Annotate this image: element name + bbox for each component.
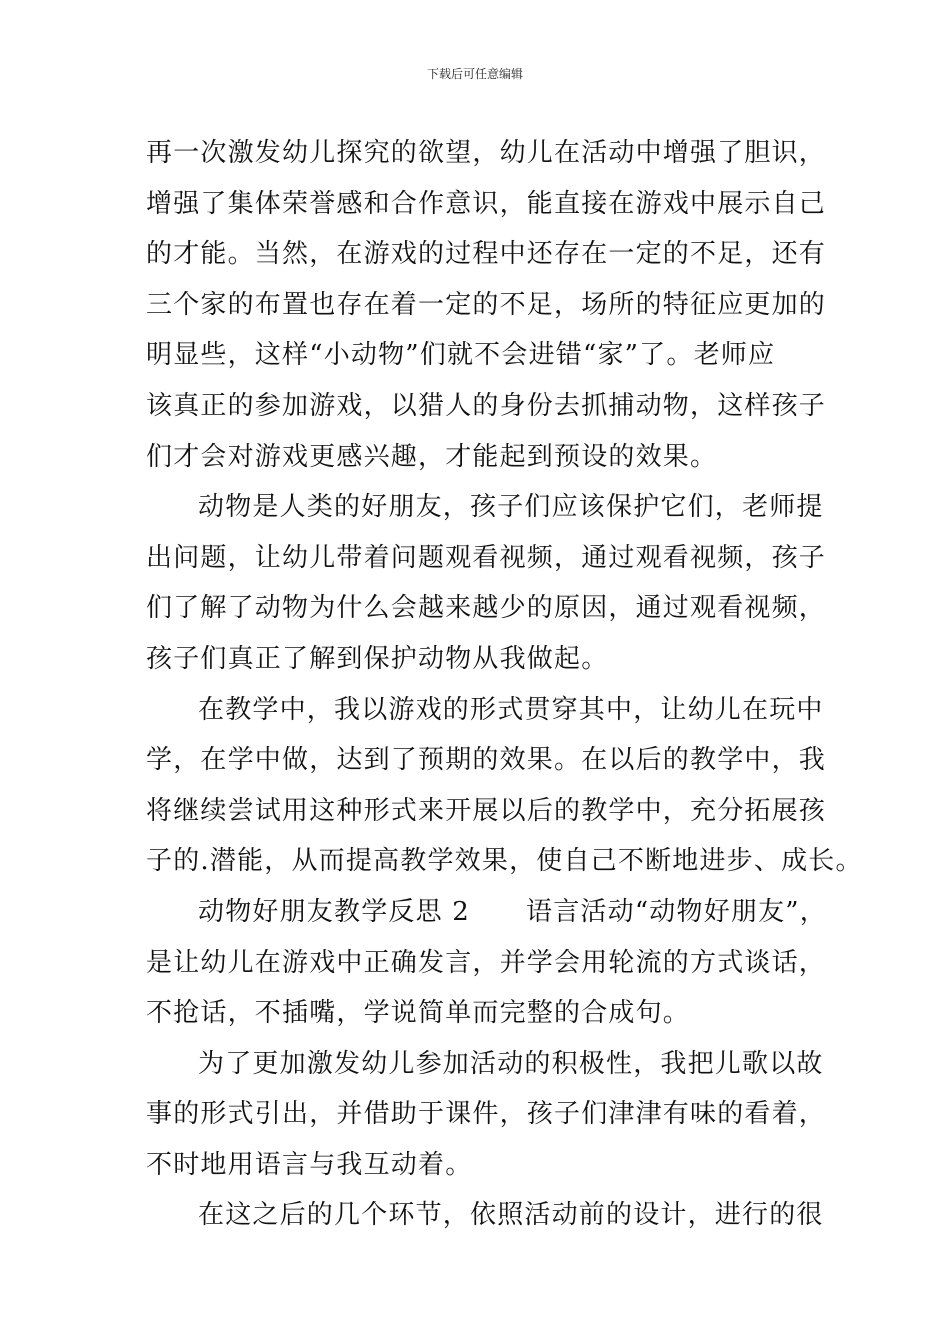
text-line: 的才能。当然，在游戏的过程中还存在一定的不足，还有 <box>146 239 827 270</box>
text-line: 们了解了动物为什么会越来越少的原因，通过观看视频， <box>146 593 827 624</box>
text-line: 再一次激发幼儿探究的欲望，幼儿在活动中增强了胆识， <box>146 138 827 168</box>
text-line: 明显些，这样“小动物”们就不会进错“家”了。老师应 <box>146 340 776 371</box>
text-line: 三个家的布置也存在着一定的不足，场所的特征应更加的 <box>146 289 827 320</box>
text-line: 为了更加激发幼儿参加活动的积极性，我把儿歌以故 <box>198 1048 824 1079</box>
text-line: 子的.潜能，从而提高教学效果，使自己不断地进步、成长。 <box>146 846 863 877</box>
paragraph <box>146 482 827 684</box>
text-line: 学，在学中做，达到了预期的效果。在以后的教学中，我 <box>146 745 827 776</box>
text-line: 出问题，让幼儿带着问题观看视频，通过观看视频，孩子 <box>146 542 827 573</box>
text-line: 在这之后的几个环节，依照活动前的设计，进行的很 <box>198 1200 824 1231</box>
text-line: 是让幼儿在游戏中正确发言，并学会用轮流的方式谈话， <box>146 947 827 978</box>
paragraph <box>146 1039 827 1191</box>
paragraph <box>146 887 827 1039</box>
text-run: 语言活动“动物好朋友”， <box>526 896 827 927</box>
text-line: 不抢话，不插嘴，学说简单而完整的合成句。 <box>146 998 691 1029</box>
text-line: 不时地用语言与我互动着。 <box>146 1149 473 1180</box>
text-line: 在教学中，我以游戏的形式贯穿其中，让幼儿在玩中 <box>198 694 824 725</box>
text-line: 动物是人类的好朋友，孩子们应该保护它们，老师提 <box>198 492 824 523</box>
section-heading: 动物好朋友教学反思 2 <box>198 896 471 927</box>
text-line: 将继续尝试用这种形式来开展以后的教学中，充分拓展孩 <box>146 795 827 826</box>
page-header: 下载后可任意编辑 <box>426 67 523 81</box>
document-body <box>146 128 863 1241</box>
text-line: 增强了集体荣誉感和合作意识，能直接在游戏中展示自己 <box>146 188 827 219</box>
text-line: 们才会对游戏更感兴趣，才能起到预设的效果。 <box>146 441 718 472</box>
text-line <box>146 887 827 938</box>
paragraph <box>146 1190 824 1241</box>
text-line: 该真正的参加游戏，以猎人的身份去抓捕动物，这样孩子 <box>146 390 827 421</box>
text-line: 事的形式引出，并借助于课件，孩子们津津有味的看着， <box>146 1099 827 1130</box>
text-line: 孩子们真正了解到保护动物从我做起。 <box>146 643 609 674</box>
paragraph <box>146 685 863 887</box>
paragraph <box>146 128 827 482</box>
